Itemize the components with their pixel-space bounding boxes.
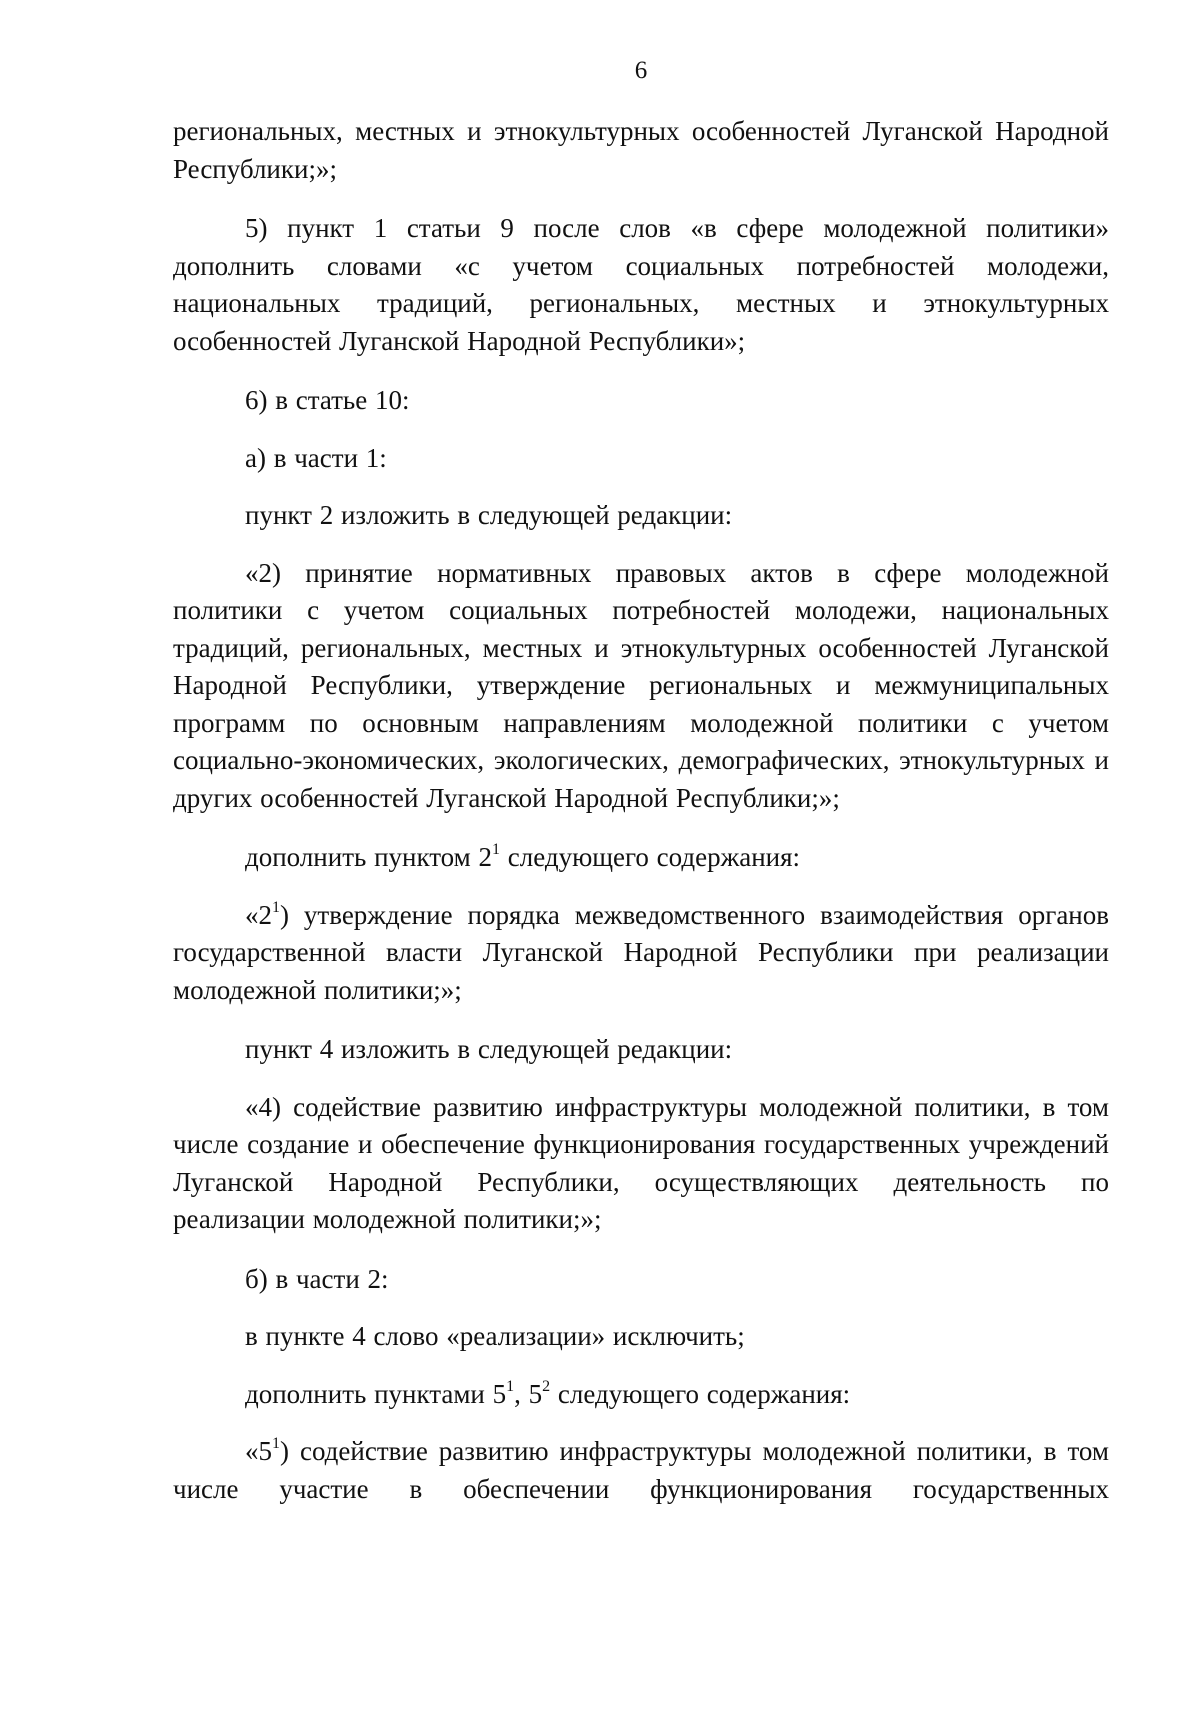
- superscript: 1: [506, 1377, 515, 1395]
- paragraph-2: 5) пункт 1 статьи 9 после слов «в сфере молодежной политики» дополнить словами «с учетом социальных потребностей молодежи, национальных традиций, региональных, местных и этнокультурных особенностей Луганской Народной Республики»;: [173, 213, 1109, 356]
- paragraph-7-text-after: следующего содержания:: [500, 842, 801, 872]
- paragraph-8-text-after: ) утверждение порядка межведомственного взаимодействия органов государственной власти Луганской Народной Республики при реализации молодежной политики;»;: [173, 899, 1109, 1005]
- document-body: [173, 113, 1109, 1530]
- paragraph-9: пункт 4 изложить в следующей редакции:: [245, 1034, 733, 1064]
- superscript: 2: [542, 1377, 551, 1395]
- superscript: 1: [492, 841, 500, 858]
- paragraph-3: 6) в статье 10:: [245, 385, 410, 415]
- superscript: 1: [272, 898, 280, 916]
- paragraph-7: [173, 839, 1109, 877]
- paragraph-8-text-before: «2: [245, 899, 272, 930]
- paragraph-1: региональных, местных и этнокультурных особенностей Луганской Народной Республики;»;: [173, 116, 1109, 184]
- paragraph-7-text-before: дополнить пунктом 2: [245, 842, 492, 872]
- paragraph-10: «4) содействие развитию инфраструктуры молодежной политики, в том числе создание и обеспечение функционирования государственных учреждений Луганской Народной Республики, осуществляющих деятельность по реализации молодежной политики;»;: [173, 1091, 1109, 1234]
- paragraph-8: [173, 897, 1109, 1010]
- paragraph-6: «2) принятие нормативных правовых актов в сфере молодежной политики с учетом социальных потребностей молодежи, национальных традиций, региональных, местных и этнокультурных особенностей Луганской Народной Республики, утверждение региональных и межмуниципальных программ по основным направлениям молодежной политики с учетом социально-экономических, экологических, демографических, этнокультурных и других особенностей Луганской Народной Республики;»;: [173, 557, 1109, 813]
- paragraph-14: [173, 1433, 1109, 1508]
- superscript: 1: [272, 1435, 280, 1452]
- page-number: 6: [634, 57, 648, 84]
- paragraph-13-text-before: дополнить пунктами 5: [245, 1378, 507, 1409]
- paragraph-12: в пункте 4 слово «реализации» исключить;: [245, 1321, 745, 1351]
- paragraph-4: а) в части 1:: [245, 442, 387, 473]
- paragraph-14-text-before: «5: [245, 1436, 272, 1466]
- paragraph-14-text-after: ) содействие развитию инфраструктуры молодежной политики, в том числе участие в обеспечении функционирования государственных: [173, 1436, 1109, 1504]
- paragraph-13: [173, 1376, 1109, 1414]
- paragraph-13-text-middle: , 5: [514, 1378, 543, 1409]
- paragraph-5: пункт 2 изложить в следующей редакции:: [245, 500, 733, 530]
- paragraph-13-text-after: следующего содержания:: [550, 1378, 851, 1409]
- paragraph-11: б) в части 2:: [245, 1263, 389, 1294]
